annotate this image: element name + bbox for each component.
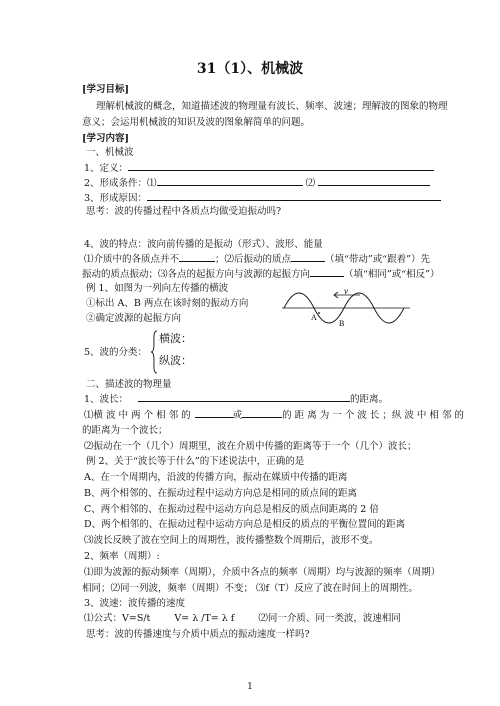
wavelength-line-c: ⑵振动在一个（几个）周期里，波在介质中传播的距离等于一个（几个）波长； [84, 441, 417, 452]
wave-diagram [282, 284, 414, 334]
wavespeed-note: ⑵同一介质、同一类波，波速相同 [258, 613, 401, 624]
option-b: B、两个相邻的、在振动过程中运动方向总是相同的质点间的距离 [84, 488, 357, 499]
frequency-heading: 2、频率（周期）: [84, 551, 160, 562]
frequency-line-b: 相同；⑵同一列波，频率（周期）不变； ⑶f（T）反应了波在时间上的周期性。 [82, 583, 418, 594]
page-title: 31（1）、机械波 [196, 61, 304, 77]
text-run: （填“相同”或“相反”） [344, 269, 440, 280]
formula-1: ⑴公式：V=S/t [84, 613, 151, 624]
option-a: A、在一个周期内，沿波的传播方向，振动在媒质中传播的距离 [84, 472, 348, 483]
wavelength-line-d: ⑶波长反映了波在空间上的周期性，波传播整数个周期后，波形不变。 [84, 535, 379, 546]
brace-icon [150, 330, 158, 374]
text-run: ⑴横 波 中 两 个 相 邻 的 [84, 410, 191, 421]
blank-line [242, 408, 282, 418]
text-run: 1、波长： [84, 394, 129, 405]
velocity-label: v [344, 286, 348, 296]
point-b-label: B [339, 319, 345, 328]
text-run: 的 距 离 为 一 个 波 长 ；纵 波 中 相 邻 的 [282, 410, 464, 421]
page-number: 1 [247, 682, 253, 692]
item3-cause [84, 191, 441, 205]
item1-definition [84, 161, 434, 175]
section2-heading: 二、描述波的物理量 [86, 379, 172, 390]
item1-label: 1、定义： [84, 163, 129, 174]
point-a-dot [318, 312, 320, 314]
item2-mid: ⑵ [305, 178, 316, 189]
goals-line-1: 理解机械波的概念，知道描述波的物理量有波长、频率、波速；理解波的图象的物理 [96, 101, 448, 112]
blank-line [138, 392, 350, 402]
blank-line [195, 408, 233, 418]
blank-line [291, 252, 325, 262]
wavelength-def [84, 392, 388, 406]
blank-line [147, 191, 441, 201]
content-heading: [学习内容] [82, 133, 129, 144]
option-d: D、两个相邻的、在振动过程中运动方向总是相反的质点的平衡位置间的距离 [84, 519, 406, 530]
blank-line [179, 252, 215, 262]
text-run: ；⑵后振动的质点 [215, 254, 292, 265]
item3-label: 3、形成原因： [84, 193, 148, 204]
item4-line-b [82, 267, 439, 281]
wavelength-line-b: 的距离为一个波长； [82, 425, 168, 436]
wavelength-line-a [84, 408, 464, 422]
text-run: （填“带动”或“跟着”）先 [325, 254, 430, 265]
example2: 例 2、关于“波长等于什么”的下述说法中，正确的是 [86, 456, 305, 467]
point-a-label: A [311, 313, 317, 322]
item5-classification: 5、波的分类： [84, 347, 148, 358]
example1: 例 1、如图为一列向左传播的横波 [86, 283, 229, 294]
text-run: ⑴介质中的各质点并不 [84, 254, 180, 265]
item2-conditions [84, 176, 430, 190]
blank-line [157, 176, 303, 186]
item4-line-a [84, 252, 430, 266]
frequency-line-a: ⑴即为波源的振动频率（周期），介质中各点的频率（周期）均与波源的频率（周期） [84, 567, 441, 578]
blank-line [310, 267, 344, 277]
wavespeed-formula [84, 612, 401, 625]
text-run: 振动的质点振动；⑶各点的起振方向与波源的起振方向 [82, 269, 311, 280]
transverse-wave: 横波： [159, 332, 192, 345]
example1-part-a: ①标出 A、B 两点在该时刻的振动方向 [86, 298, 249, 309]
text-run: 的距离。 [350, 394, 389, 405]
item4-features: 4、波的特点：波向前传播的是振动（形式）、波形、能量 [84, 239, 323, 250]
section1-heading: 一、机械波 [86, 147, 134, 158]
goals-heading: [学习目标] [82, 84, 129, 95]
item2-label: 2、形成条件：⑴ [84, 178, 157, 189]
think-1: 思考：波的传播过程中各质点均做受迫振动吗? [86, 206, 282, 217]
think-2: 思考：波的传播速度与介质中质点的振动速度一样吗? [86, 629, 310, 640]
option-c: C、两个相邻的、在振动过程中运动方向总是相反的质点间距离的 2 倍 [84, 504, 379, 515]
wavespeed-heading: 3、波速：波传播的速度 [84, 598, 186, 609]
blank-line [318, 176, 430, 186]
goals-line-2: 意义；会运用机械波的知识及波的图象解简单的问题。 [82, 117, 311, 128]
example1-part-b: ②确定波源的起振方向 [86, 313, 182, 324]
formula-2: V= λ /T= λ f [174, 613, 235, 624]
text-run: 或 [232, 410, 243, 421]
blank-line [128, 161, 434, 171]
longitudinal-wave: 纵波： [159, 354, 192, 367]
